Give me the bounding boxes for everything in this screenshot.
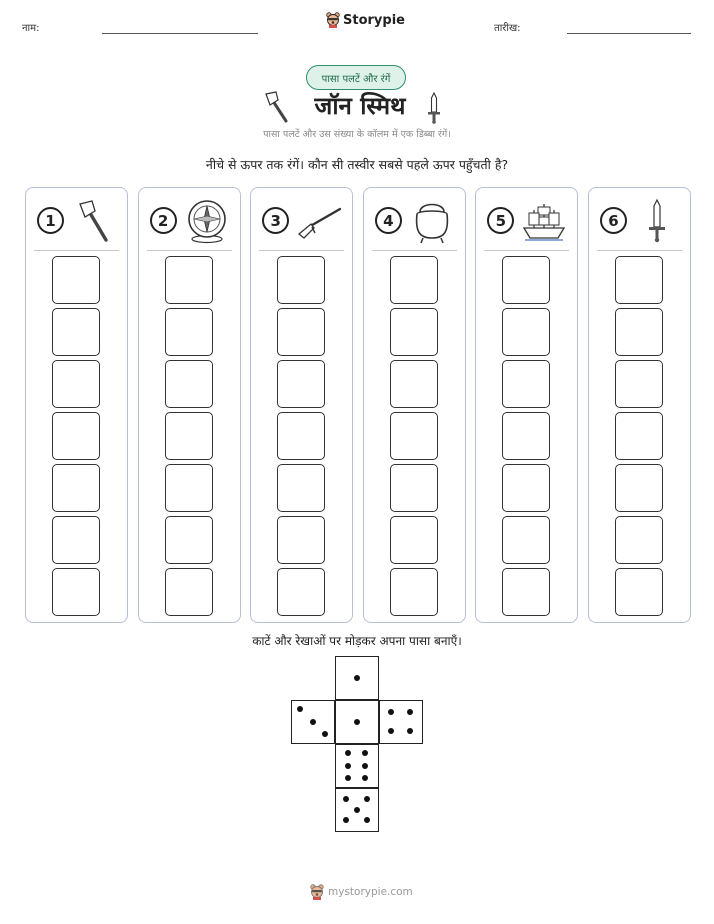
column-1: [25, 187, 128, 623]
dice-pip: [354, 675, 360, 681]
color-box[interactable]: [390, 516, 438, 564]
dice-pip: [345, 775, 351, 781]
page-title: जॉन स्मिथ: [314, 92, 406, 120]
date-label: तारीख:: [494, 23, 521, 34]
color-box[interactable]: [615, 256, 663, 304]
axe-icon: [262, 90, 292, 124]
color-box[interactable]: [390, 308, 438, 356]
dice-pip: [343, 796, 349, 802]
dice-face: [335, 700, 379, 744]
color-box[interactable]: [52, 412, 100, 460]
column-number: 1: [37, 207, 64, 234]
column-number: 3: [262, 207, 289, 234]
color-box[interactable]: [277, 360, 325, 408]
color-box[interactable]: [615, 516, 663, 564]
color-box[interactable]: [502, 464, 550, 512]
color-box[interactable]: [615, 360, 663, 408]
name-label: नाम:: [22, 23, 40, 34]
column-number: 2: [150, 207, 177, 234]
color-box[interactable]: [165, 412, 213, 460]
cut-instruction: काटें और रेखाओं पर मोड़कर अपना पासा बनाएँ।: [252, 634, 462, 648]
dice-pip: [407, 709, 413, 715]
color-box[interactable]: [390, 464, 438, 512]
color-box[interactable]: [52, 464, 100, 512]
dice-pip: [388, 728, 394, 734]
sword-icon: [424, 92, 444, 124]
divider: [147, 250, 232, 251]
column-4: [363, 187, 466, 623]
dice-face: [335, 656, 379, 700]
color-box[interactable]: [165, 256, 213, 304]
color-box[interactable]: [615, 308, 663, 356]
name-line[interactable]: [102, 33, 258, 34]
compass-icon: [183, 198, 231, 244]
color-box[interactable]: [502, 568, 550, 616]
divider: [484, 250, 569, 251]
color-box[interactable]: [52, 360, 100, 408]
column-5: [475, 187, 578, 623]
footer: [310, 884, 413, 900]
column-3: [250, 187, 353, 623]
dice-pip: [407, 728, 413, 734]
sword-icon: [633, 198, 681, 244]
color-box[interactable]: [502, 360, 550, 408]
color-box[interactable]: [277, 256, 325, 304]
color-box[interactable]: [277, 516, 325, 564]
dice-pip: [345, 750, 351, 756]
axe-icon: [70, 198, 118, 244]
bear-mascot-icon: [326, 12, 340, 28]
sailing-ship-icon: [520, 198, 568, 244]
dice-face: [335, 744, 379, 788]
color-box[interactable]: [52, 516, 100, 564]
color-box[interactable]: [277, 412, 325, 460]
subtitle: पासा पलटें और उस संख्या के कॉलम में एक डिब्बा रंगें।: [263, 129, 451, 140]
column-number: 4: [375, 207, 402, 234]
color-box[interactable]: [390, 412, 438, 460]
column-number: 5: [487, 207, 514, 234]
instruction-text: नीचे से ऊपर तक रंगें। कौन सी तस्वीर सबसे पहले ऊपर पहुँचती है?: [205, 157, 509, 172]
divider: [597, 250, 682, 251]
color-box[interactable]: [277, 464, 325, 512]
color-box[interactable]: [502, 308, 550, 356]
color-box[interactable]: [615, 568, 663, 616]
color-box[interactable]: [165, 464, 213, 512]
color-box[interactable]: [277, 308, 325, 356]
dice-pip: [364, 796, 370, 802]
column-number: 6: [600, 207, 627, 234]
color-box[interactable]: [615, 412, 663, 460]
divider: [372, 250, 457, 251]
bear-mascot-icon: [310, 884, 324, 900]
color-box[interactable]: [165, 360, 213, 408]
brand-name: Storypie: [343, 12, 405, 28]
dice-face: [379, 700, 423, 744]
dice-pip: [354, 719, 360, 725]
color-box[interactable]: [615, 464, 663, 512]
brand-logo: [326, 12, 405, 28]
dice-pip: [364, 817, 370, 823]
dice-face: [291, 700, 335, 744]
dice-pip: [297, 706, 303, 712]
date-line[interactable]: [567, 33, 691, 34]
dice-pip: [345, 763, 351, 769]
dice-pip: [362, 763, 368, 769]
dice-pip: [388, 709, 394, 715]
dice-pip: [362, 775, 368, 781]
color-box[interactable]: [165, 308, 213, 356]
color-box[interactable]: [502, 516, 550, 564]
activity-pill: पासा पलटें और रंगें: [306, 65, 406, 90]
color-box[interactable]: [52, 256, 100, 304]
dice-face: [335, 788, 379, 832]
color-box[interactable]: [277, 568, 325, 616]
color-box[interactable]: [502, 256, 550, 304]
dice-pip: [322, 731, 328, 737]
footer-url[interactable]: mystorypie.com: [328, 886, 413, 898]
cooking-pot-icon: [408, 198, 456, 244]
divider: [259, 250, 344, 251]
color-box[interactable]: [390, 568, 438, 616]
color-box[interactable]: [52, 568, 100, 616]
column-2: [138, 187, 241, 623]
divider: [34, 250, 119, 251]
color-box[interactable]: [52, 308, 100, 356]
dice-pip: [343, 817, 349, 823]
color-box[interactable]: [165, 568, 213, 616]
color-box[interactable]: [165, 516, 213, 564]
color-box[interactable]: [502, 412, 550, 460]
dice-pip: [362, 750, 368, 756]
musket-icon: [295, 198, 343, 244]
dice-pip: [354, 807, 360, 813]
dice-pip: [310, 719, 316, 725]
color-box[interactable]: [390, 360, 438, 408]
column-6: [588, 187, 691, 623]
color-box[interactable]: [390, 256, 438, 304]
